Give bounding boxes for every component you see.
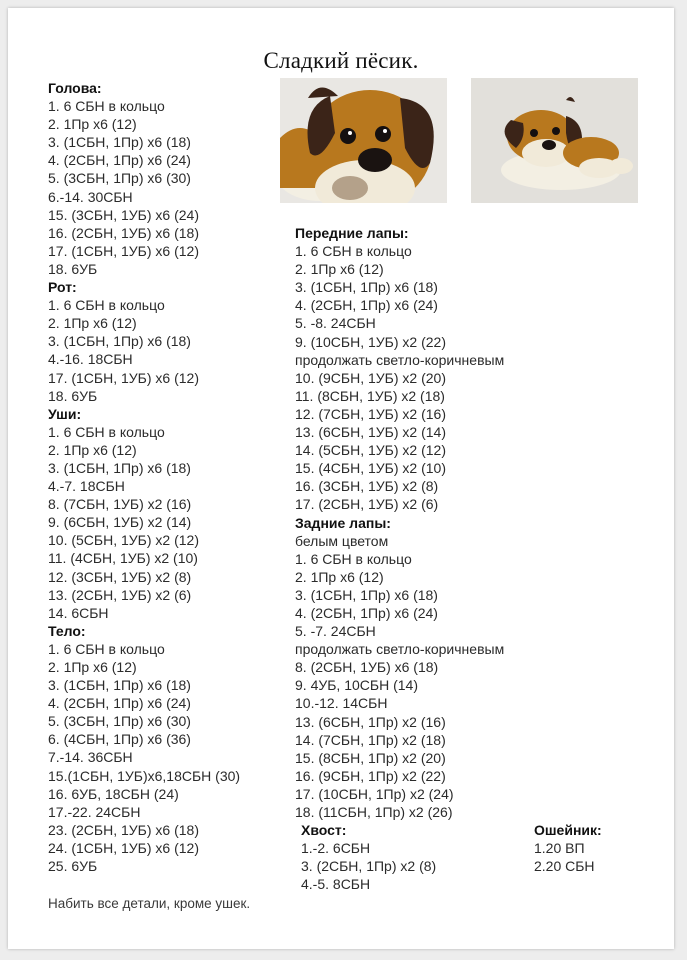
section-heading: Хвост: <box>301 822 347 838</box>
pattern-row: 2. 1Пр х6 (12) <box>48 441 137 458</box>
pattern-row: 17. (1СБН, 1УБ) х6 (12) <box>48 242 199 259</box>
pattern-row: 13. (2СБН, 1УБ) х2 (6) <box>48 586 192 603</box>
section-heading: Задние лапы: <box>295 514 391 531</box>
pattern-row: 14. (7СБН, 1Пр) х2 (18) <box>295 731 446 748</box>
pattern-row: 1. 6 СБН в кольцо <box>48 423 165 440</box>
pattern-row: 1. 6 СБН в кольцо <box>48 297 165 314</box>
pattern-row: 3. (1СБН, 1Пр) х6 (18) <box>295 586 438 603</box>
pattern-row: 4.-5. 8СБН <box>301 876 371 893</box>
photo-dog-full <box>471 78 638 203</box>
pattern-row: 1. 6 СБН в кольцо <box>295 550 412 567</box>
pattern-row: 18. (11СБН, 1Пр) х2 (26) <box>295 804 453 820</box>
pattern-row: 17. (2СБН, 1УБ) х2 (6) <box>295 496 439 513</box>
pattern-row: 2. 1Пр х6 (12) <box>295 568 384 585</box>
pattern-row: 18. 6УБ <box>48 387 98 404</box>
pattern-row: 10.-12. 14СБН <box>295 695 388 712</box>
pattern-row: 3. (1СБН, 1Пр) х6 (18) <box>48 459 191 476</box>
pattern-row: 2. 1Пр х6 (12) <box>48 116 137 133</box>
pattern-row: 25. 6УБ <box>48 858 98 875</box>
pattern-row: 14. (5СБН, 1УБ) х2 (12) <box>295 442 446 459</box>
pattern-row: 15.(1СБН, 1УБ)х6,18СБН (30) <box>48 767 241 784</box>
page-title: Сладкий пёсик. <box>263 48 419 73</box>
pattern-row: 10. (5СБН, 1УБ) х2 (12) <box>48 532 199 549</box>
pattern-row: 3. (1СБН, 1Пр) х6 (18) <box>48 677 191 694</box>
section-heading: Передние лапы: <box>295 225 409 241</box>
pattern-row: 9. (6СБН, 1УБ) х2 (14) <box>48 514 192 531</box>
pattern-row: 1.-2. 6СБН <box>301 840 371 857</box>
tail-section <box>301 821 436 893</box>
pattern-row: 5. (3СБН, 1Пр) х6 (30) <box>48 713 191 730</box>
photo-dog-closeup <box>280 78 447 203</box>
pattern-row: 17. (10СБН, 1Пр) х2 (24) <box>295 785 454 802</box>
pattern-row: 3. (2СБН, 1Пр) х2 (8) <box>301 858 437 875</box>
pattern-row: 13. (6СБН, 1Пр) х2 (16) <box>295 713 446 730</box>
pattern-row: 8. (7СБН, 1УБ) х2 (16) <box>48 496 192 513</box>
pattern-row: 18. 6УБ <box>48 260 98 277</box>
pattern-row: 3. (1СБН, 1Пр) х6 (18) <box>48 333 191 350</box>
pattern-row: 8. (2СБН, 1УБ) х6 (18) <box>295 659 439 676</box>
pattern-row: 16. (3СБН, 1УБ) х2 (8) <box>295 478 439 495</box>
pattern-row: 16. (9СБН, 1Пр) х2 (22) <box>295 767 446 784</box>
pattern-row: 6. (4СБН, 1Пр) х6 (36) <box>48 731 191 748</box>
pattern-row: 6.-14. 30СБН <box>48 188 133 205</box>
pattern-row: 17. (1СБН, 1УБ) х6 (12) <box>48 369 199 386</box>
section-heading: Ошейник: <box>534 822 602 838</box>
pattern-row: 5. -8. 24СБН <box>295 315 376 332</box>
pattern-row: 17.-22. 24СБН <box>48 803 141 820</box>
right-column <box>295 224 504 821</box>
pattern-row: 7.-14. 36СБН <box>48 749 133 766</box>
pattern-row: 2. 1Пр х6 (12) <box>48 659 137 675</box>
pattern-row: 14. 6СБН <box>48 604 109 621</box>
pattern-row: белым цветом <box>295 532 389 549</box>
pattern-row: 5. -7. 24СБН <box>295 623 376 640</box>
pattern-row: 2. 1Пр х6 (12) <box>48 315 137 332</box>
pattern-row: 4. (2СБН, 1Пр) х6 (24) <box>48 152 191 169</box>
pattern-row: 16. 6УБ, 18СБН (24) <box>48 785 179 802</box>
pattern-row: 11. (8СБН, 1УБ) х2 (18) <box>295 387 445 404</box>
left-column <box>48 79 240 875</box>
pattern-row: 1. 6 СБН в кольцо <box>295 243 412 260</box>
pattern-row: продолжать светло-коричневым <box>295 641 505 658</box>
pattern-row: 1. 6 СБН в кольцо <box>48 98 165 115</box>
pattern-row: продолжать светло-коричневым <box>295 351 505 368</box>
pattern-row: 4. (2СБН, 1Пр) х6 (24) <box>48 695 191 712</box>
footer-note: Набить все детали, кроме ушек. <box>48 896 251 911</box>
pattern-row: 9. 4УБ, 10СБН (14) <box>295 677 418 694</box>
pattern-row: 11. (4СБН, 1УБ) х2 (10) <box>48 550 198 567</box>
pattern-row: 3. (1СБН, 1Пр) х6 (18) <box>48 134 191 151</box>
pattern-row: 13. (6СБН, 1УБ) х2 (14) <box>295 424 446 441</box>
pattern-row: 5. (3СБН, 1Пр) х6 (30) <box>48 170 191 187</box>
pattern-row: 2. 1Пр х6 (12) <box>295 261 384 278</box>
pattern-row: 15. (4СБН, 1УБ) х2 (10) <box>295 460 446 477</box>
pattern-row: 23. (2СБН, 1УБ) х6 (18) <box>48 821 199 838</box>
section-heading: Уши: <box>48 405 82 422</box>
section-heading: Рот: <box>48 279 77 296</box>
pattern-row: 2.20 СБН <box>534 858 595 875</box>
pattern-row: 1. 6 СБН в кольцо <box>48 640 165 657</box>
pattern-row: 4. (2СБН, 1Пр) х6 (24) <box>295 297 438 314</box>
section-heading: Голова: <box>48 80 102 96</box>
pattern-row: 12. (7СБН, 1УБ) х2 (16) <box>295 405 446 422</box>
pattern-row: 9. (10СБН, 1УБ) х2 (22) <box>295 333 446 350</box>
pattern-row: 1.20 ВП <box>534 840 585 857</box>
pattern-row: 24. (1СБН, 1УБ) х6 (12) <box>48 839 199 856</box>
pattern-row: 12. (3СБН, 1УБ) х2 (8) <box>48 568 192 585</box>
pattern-row: 3. (1СБН, 1Пр) х6 (18) <box>295 279 438 296</box>
pattern-page <box>8 8 674 949</box>
pattern-row: 4.-16. 18СБН <box>48 351 133 368</box>
pattern-row: 16. (2СБН, 1УБ) х6 (18) <box>48 224 199 241</box>
pattern-row: 15. (3СБН, 1УБ) х6 (24) <box>48 206 199 223</box>
collar-section <box>534 821 602 875</box>
section-heading: Тело: <box>48 622 86 639</box>
pattern-row: 15. (8СБН, 1Пр) х2 (20) <box>295 749 446 766</box>
pattern-row: 4. (2СБН, 1Пр) х6 (24) <box>295 604 438 621</box>
pattern-row: 10. (9СБН, 1УБ) х2 (20) <box>295 369 446 386</box>
pattern-row: 4.-7. 18СБН <box>48 478 125 495</box>
